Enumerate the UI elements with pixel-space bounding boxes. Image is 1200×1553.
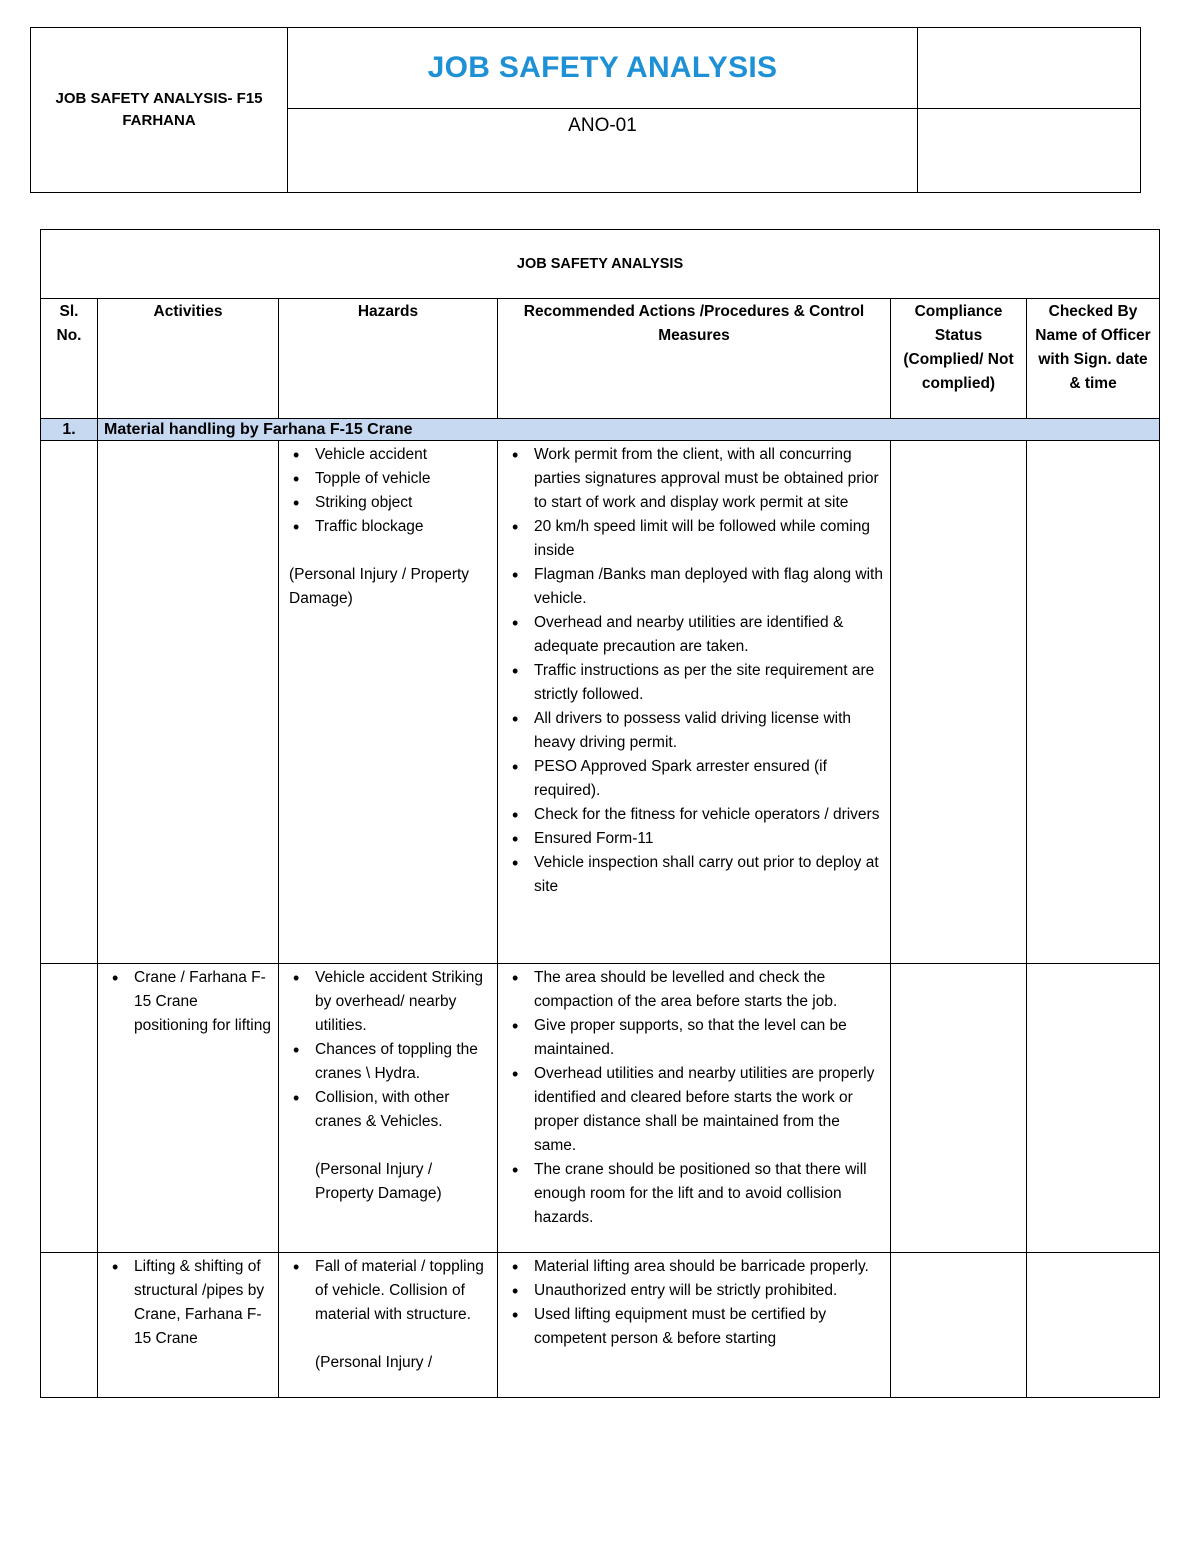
document-header [30,27,1141,193]
hazard-note: (Personal Injury / Property Damage) [315,1161,442,1202]
hazard-item: • Striking object [285,491,491,515]
hazard-note: (Personal Injury / Property Damage) [289,566,470,607]
table-row [41,441,1160,964]
hazard-note: (Personal Injury / [315,1354,433,1371]
cell-hazards [279,441,498,964]
hazard-item: • Topple of vehicle [285,467,491,491]
hazard-list [285,1255,491,1327]
hazard-item: • Fall of material / toppling of vehicle. Collision of material with structure. [285,1255,491,1327]
col-header-compliance: Compliance Status (Complied/ Not complied) [891,299,1027,419]
col-header-sno: Sl. No. [41,299,98,419]
col-header-actions: Recommended Actions /Procedures & Control Measures [498,299,891,419]
section-number: 1. [41,419,98,441]
table-row [41,1253,1160,1398]
cell-actions [498,441,891,964]
cell-sno [41,1253,98,1398]
cell-hazards [279,1253,498,1398]
activity-list [104,966,272,1038]
action-item: • The crane should be positioned so that there will enough room for the lift and to avoid collision hazards. [504,1158,884,1230]
cell-actions [498,964,891,1253]
cell-actions [498,1253,891,1398]
col-header-hazards: Hazards [279,299,498,419]
header-right-bottom-cell [918,109,1141,193]
header-doc-name: JOB SAFETY ANALYSIS- F15 [55,90,263,107]
cell-checked-by [1027,1253,1160,1398]
hazard-list [285,966,491,1134]
header-doc-number: ANO-01 [288,109,918,193]
header-right-top-cell [918,28,1141,109]
cell-compliance [891,964,1027,1253]
header-vessel-name: FARHANA [122,112,196,129]
table-caption: JOB SAFETY ANALYSIS [41,230,1160,299]
table-header-row [41,299,1160,419]
hazard-list [285,443,491,539]
hazard-item: • Vehicle accident [285,443,491,467]
activity-item: • Crane / Farhana F-15 Crane positioning for lifting [104,966,272,1038]
col-header-activities: Activities [98,299,279,419]
hazard-item: • Vehicle accident Striking by overhead/ nearby utilities. [285,966,491,1038]
action-item: • Check for the fitness for vehicle operators / drivers [504,803,884,827]
action-list [504,443,884,899]
action-item: • Vehicle inspection shall carry out prior to deploy at site [504,851,884,899]
header-left-cell [31,28,288,193]
action-item: • 20 km/h speed limit will be followed while coming inside [504,515,884,563]
cell-activity [98,1253,279,1398]
cell-compliance [891,441,1027,964]
activity-list [104,1255,272,1351]
cell-activity [98,441,279,964]
cell-checked-by [1027,441,1160,964]
action-item: • Flagman /Banks man deployed with flag along with vehicle. [504,563,884,611]
section-row [41,419,1160,441]
action-item: • Used lifting equipment must be certified by competent person & before starting [504,1303,884,1351]
jsa-table [40,229,1160,1398]
cell-sno [41,441,98,964]
cell-activity [98,964,279,1253]
activity-item: • Lifting & shifting of structural /pipes by Crane, Farhana F-15 Crane [104,1255,272,1351]
cell-checked-by [1027,964,1160,1253]
cell-hazards [279,964,498,1253]
action-item: • All drivers to possess valid driving license with heavy driving permit. [504,707,884,755]
action-item: • Give proper supports, so that the level can be maintained. [504,1014,884,1062]
header-title: JOB SAFETY ANALYSIS [288,28,918,109]
action-item: • Overhead and nearby utilities are identified & adequate precaution are taken. [504,611,884,659]
action-item: • PESO Approved Spark arrester ensured (if required). [504,755,884,803]
action-item: • Traffic instructions as per the site requirement are strictly followed. [504,659,884,707]
hazard-item: • Traffic blockage [285,515,491,539]
action-item: • Material lifting area should be barricade properly. [504,1255,884,1279]
action-list [504,1255,884,1351]
action-item: • Ensured Form-11 [504,827,884,851]
action-item: • Work permit from the client, with all concurring parties signatures approval must be obtained prior to start of work and display work permit at site [504,443,884,515]
cell-sno [41,964,98,1253]
cell-compliance [891,1253,1027,1398]
hazard-item: • Chances of toppling the cranes \ Hydra. [285,1038,491,1086]
hazard-item: • Collision, with other cranes & Vehicles. [285,1086,491,1134]
action-item: • Overhead utilities and nearby utilities are properly identified and cleared before starts the work or proper distance shall be maintained from the same. [504,1062,884,1158]
action-item: • Unauthorized entry will be strictly prohibited. [504,1279,884,1303]
section-title: Material handling by Farhana F-15 Crane [98,419,1160,441]
table-row [41,964,1160,1253]
action-item: • The area should be levelled and check the compaction of the area before starts the job. [504,966,884,1014]
col-header-checked-by: Checked By Name of Officer with Sign. date & time [1027,299,1160,419]
action-list [504,966,884,1230]
